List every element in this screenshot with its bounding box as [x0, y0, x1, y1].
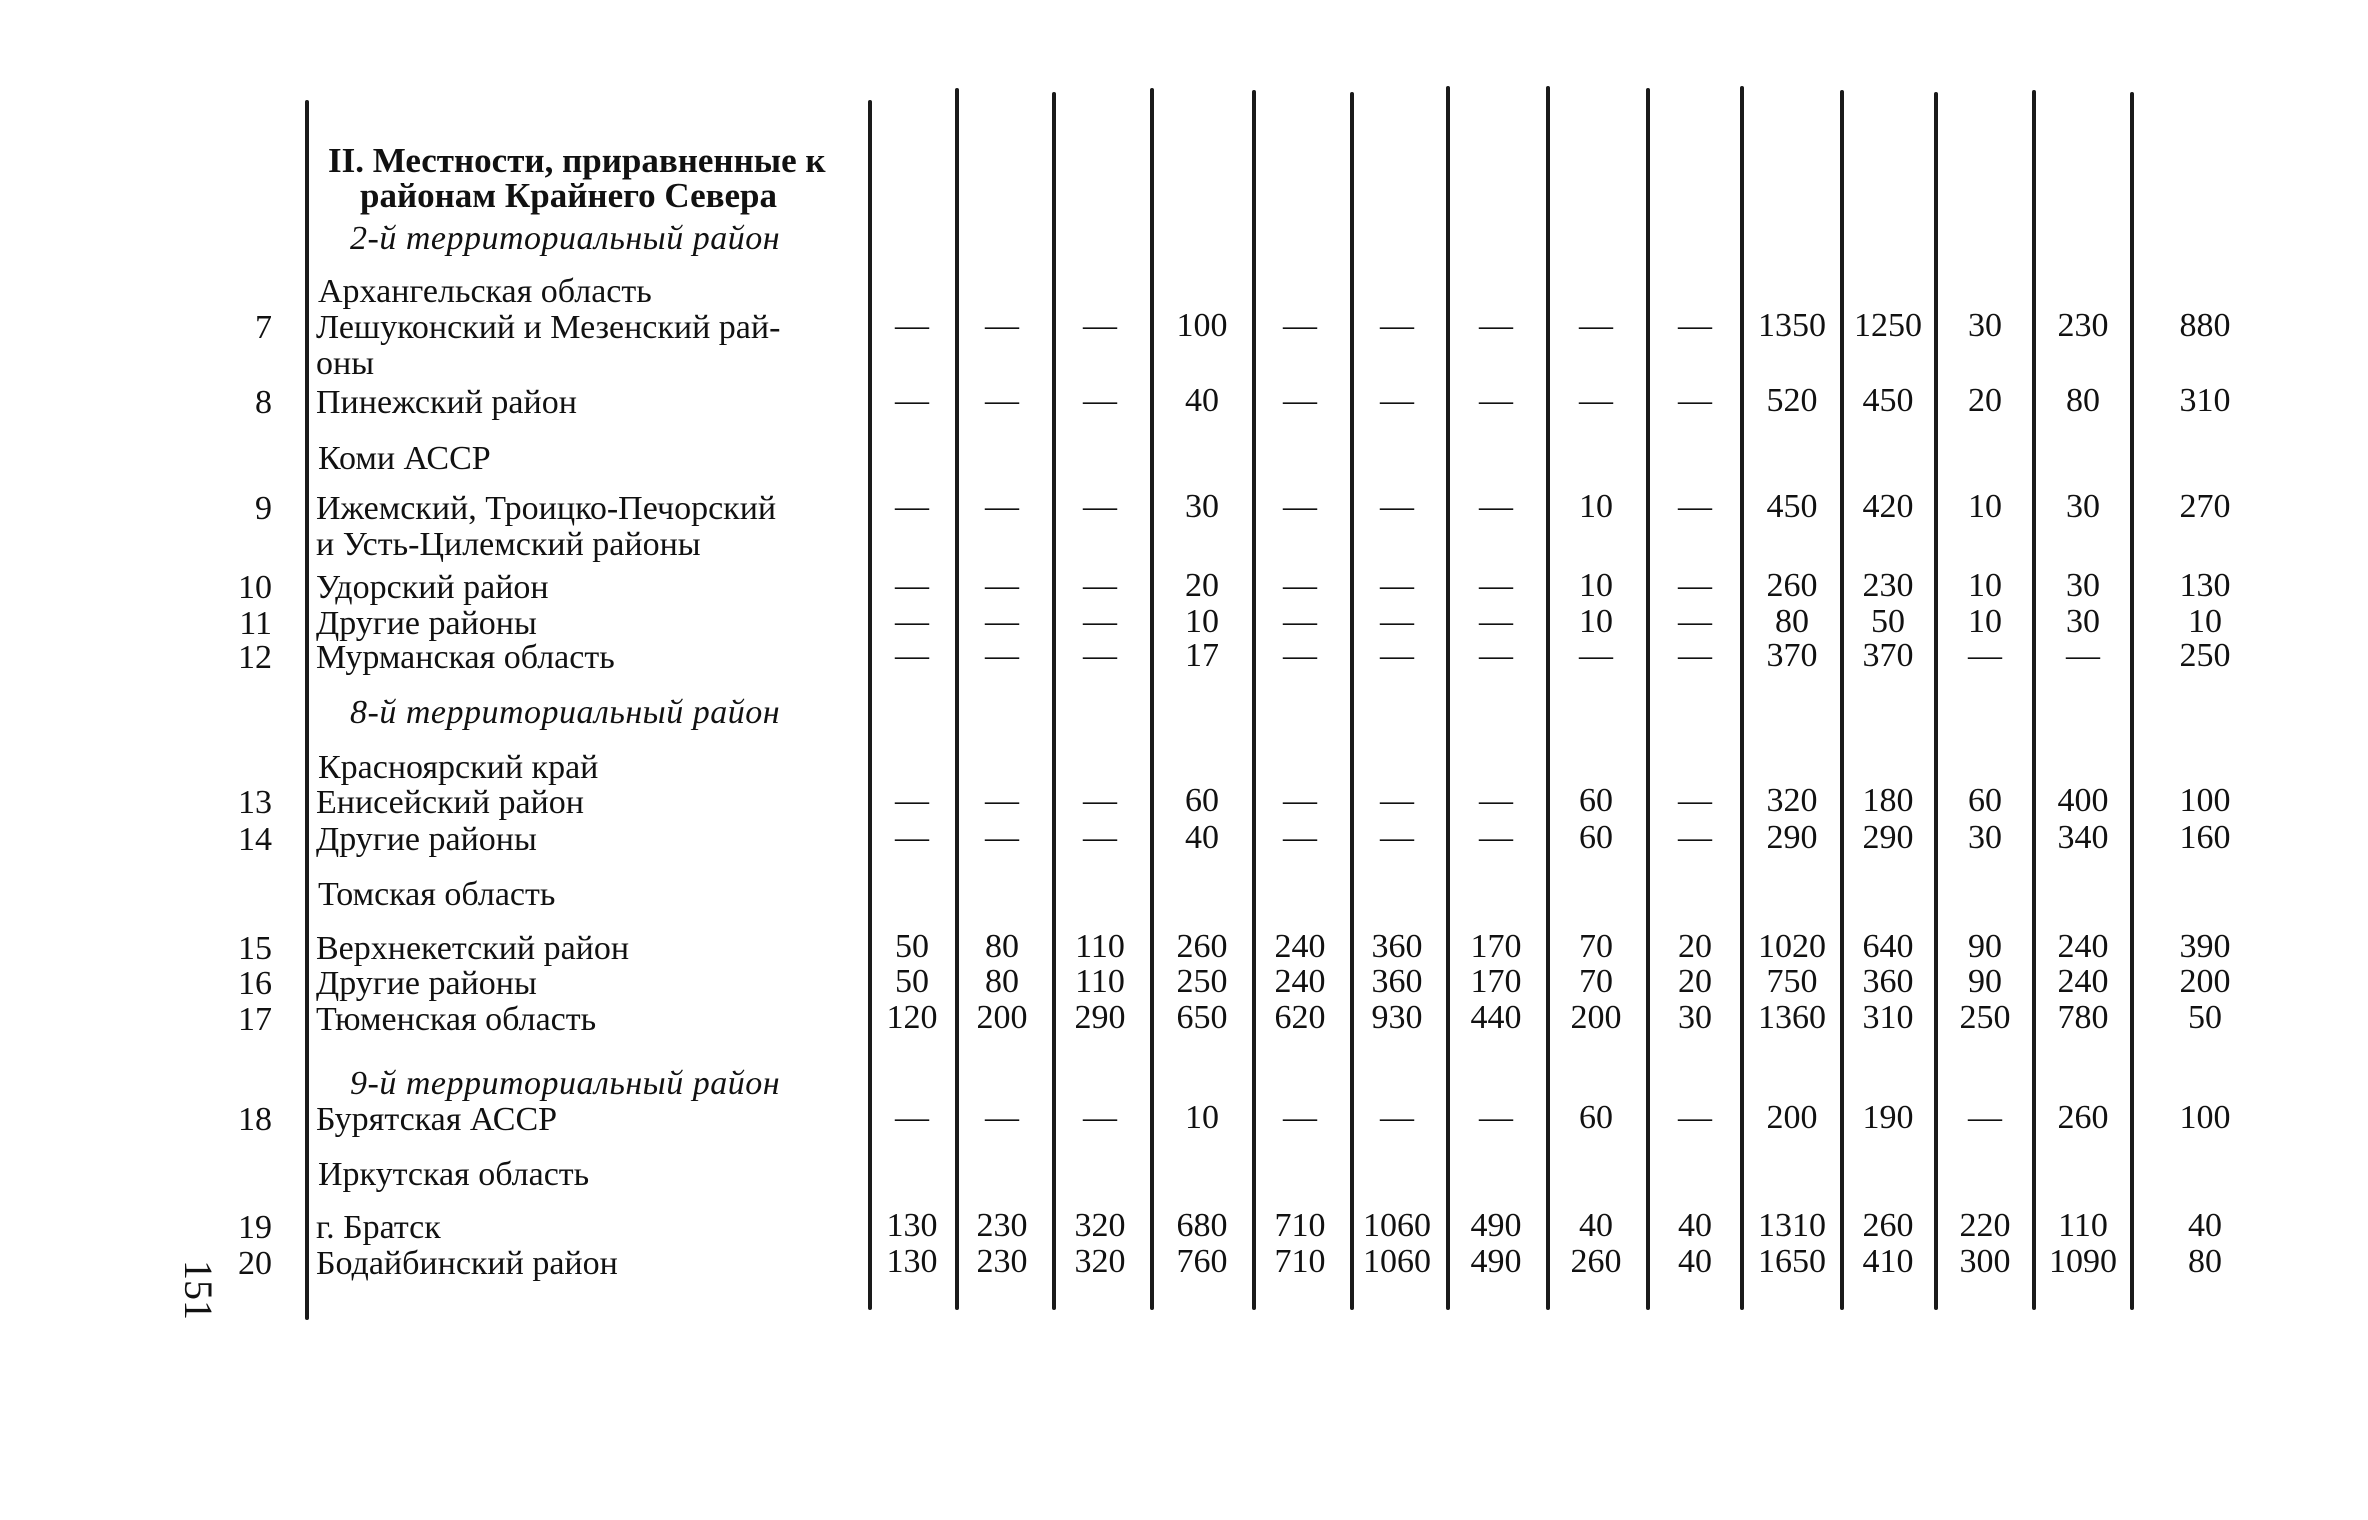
region-heading-text: Иркутская область [318, 1156, 590, 1193]
table-cell: 370 [1766, 637, 1818, 674]
column-rule [1934, 92, 1938, 1310]
table-cell: — [1380, 382, 1414, 419]
table-cell: 360 [1862, 963, 1914, 1000]
table-cell: 750 [1766, 963, 1818, 1000]
table-cell: 80 [985, 963, 1019, 1000]
table-cell: — [1479, 782, 1513, 819]
table-cell: 70 [1579, 928, 1613, 965]
table-cell: — [985, 782, 1019, 819]
table-cell: 1350 [1758, 307, 1826, 344]
table-cell: 200 [2179, 963, 2231, 1000]
table-cell: — [1083, 567, 1117, 604]
table-cell: 360 [1371, 963, 1423, 1000]
territory-subheading-text: 8-й территориальный район [350, 694, 781, 731]
table-cell: — [985, 567, 1019, 604]
table-cell: 260 [2057, 1099, 2109, 1136]
row-number: 16 [238, 965, 272, 1002]
table-cell: 260 [1862, 1207, 1914, 1244]
table-cell: 450 [1766, 488, 1818, 525]
table-cell: 20 [1678, 928, 1712, 965]
table-cell: 80 [2188, 1243, 2222, 1280]
table-cell: 710 [1274, 1243, 1326, 1280]
table-cell: 110 [2058, 1207, 2108, 1244]
table-cell: 20 [1968, 382, 2002, 419]
table-cell: 220 [1959, 1207, 2011, 1244]
row-number: 15 [238, 930, 272, 967]
row-name: Пинежский район [316, 384, 577, 421]
table-cell: 230 [1862, 567, 1914, 604]
table-cell: 130 [886, 1207, 938, 1244]
page-number: 151 [176, 1260, 221, 1320]
table-cell: — [1678, 603, 1712, 640]
table-cell: 110 [1075, 928, 1125, 965]
table-cell: — [1380, 307, 1414, 344]
row-name: оны [316, 345, 375, 382]
table-cell: 650 [1176, 999, 1228, 1036]
table-cell: 290 [1766, 819, 1818, 856]
territory-subheading-text: 9-й территориальный район [350, 1065, 781, 1102]
table-cell: 60 [1968, 782, 2002, 819]
row-number: 17 [238, 1001, 272, 1038]
table-cell: — [1283, 488, 1317, 525]
table-cell: 880 [2179, 307, 2231, 344]
table-cell: 10 [1968, 488, 2002, 525]
table-cell: 1250 [1854, 307, 1922, 344]
table-cell: 310 [1862, 999, 1914, 1036]
table-cell: — [895, 307, 929, 344]
table-cell: — [985, 307, 1019, 344]
table-cell: 250 [2179, 637, 2231, 674]
row-number: 8 [255, 384, 272, 421]
table-cell: — [1579, 382, 1613, 419]
region-heading-text: Коми АССР [318, 440, 491, 477]
table-cell: 200 [1570, 999, 1622, 1036]
table-cell: 620 [1274, 999, 1326, 1036]
table-cell: 170 [1470, 928, 1522, 965]
table-cell: 1060 [1363, 1207, 1431, 1244]
row-number: 14 [238, 821, 272, 858]
table-cell: — [1283, 603, 1317, 640]
table-cell: — [1283, 1099, 1317, 1136]
table-cell: 370 [1862, 637, 1914, 674]
table-cell: 30 [2066, 567, 2100, 604]
table-cell: 200 [1766, 1099, 1818, 1136]
table-cell: 290 [1074, 999, 1126, 1036]
table-cell: — [1678, 782, 1712, 819]
table-cell: — [1968, 1099, 2002, 1136]
table-cell: 320 [1766, 782, 1818, 819]
table-cell: 250 [1959, 999, 2011, 1036]
table-cell: — [1479, 819, 1513, 856]
table-cell: — [1678, 637, 1712, 674]
table-cell: 10 [1185, 603, 1219, 640]
table-cell: 110 [1075, 963, 1125, 1000]
table-cell: 50 [1871, 603, 1905, 640]
table-cell: — [1083, 488, 1117, 525]
table-cell: — [1283, 307, 1317, 344]
table-cell: — [1380, 488, 1414, 525]
table-cell: 190 [1862, 1099, 1914, 1136]
table-cell: 440 [1470, 999, 1522, 1036]
region-heading-text: Томская область [318, 876, 556, 913]
table-cell: 780 [2057, 999, 2109, 1036]
table-cell: — [1579, 637, 1613, 674]
table-cell: 230 [976, 1243, 1028, 1280]
table-cell: 410 [1862, 1243, 1914, 1280]
table-cell: — [985, 637, 1019, 674]
table-cell: — [1380, 1099, 1414, 1136]
table-cell: — [1678, 567, 1712, 604]
table-cell: 680 [1176, 1207, 1228, 1244]
table-cell: 760 [1176, 1243, 1228, 1280]
column-rule [1546, 86, 1550, 1310]
row-number: 13 [238, 784, 272, 821]
table-cell: 390 [2179, 928, 2231, 965]
table-cell: — [1283, 637, 1317, 674]
table-cell: 160 [2179, 819, 2231, 856]
table-cell: — [985, 1099, 1019, 1136]
table-cell: — [1083, 307, 1117, 344]
row-number: 12 [238, 639, 272, 676]
table-cell: — [1283, 382, 1317, 419]
table-cell: — [1283, 782, 1317, 819]
table-cell: — [1678, 307, 1712, 344]
table-cell: — [1479, 307, 1513, 344]
table-cell: 240 [1274, 963, 1326, 1000]
table-cell: 1060 [1363, 1243, 1431, 1280]
table-cell: 30 [1968, 819, 2002, 856]
table-cell: 100 [2179, 1099, 2231, 1136]
table-cell: 240 [1274, 928, 1326, 965]
table-cell: 60 [1579, 782, 1613, 819]
table-cell: 40 [1185, 819, 1219, 856]
table-cell: — [895, 1099, 929, 1136]
table-cell: — [1968, 637, 2002, 674]
column-rule [1150, 88, 1154, 1310]
table-cell: 490 [1470, 1243, 1522, 1280]
table-cell: 70 [1579, 963, 1613, 1000]
table-cell: — [1479, 567, 1513, 604]
table-cell: 290 [1862, 819, 1914, 856]
row-name: Тюменская область [316, 1001, 597, 1038]
table-cell: 90 [1968, 963, 2002, 1000]
table-cell: 1020 [1758, 928, 1826, 965]
table-cell: 640 [1862, 928, 1914, 965]
table-cell: — [1083, 819, 1117, 856]
table-cell: 60 [1185, 782, 1219, 819]
region-heading-text: Архангельская область [318, 273, 652, 310]
table-cell: 360 [1371, 928, 1423, 965]
row-name: г. Братск [316, 1209, 441, 1246]
table-cell: — [1678, 488, 1712, 525]
table-cell: — [1479, 603, 1513, 640]
table-cell: 20 [1678, 963, 1712, 1000]
table-cell: — [985, 603, 1019, 640]
table-cell: — [1380, 567, 1414, 604]
table-cell: 40 [1185, 382, 1219, 419]
table-cell: — [1579, 307, 1613, 344]
table-cell: — [1083, 382, 1117, 419]
table-cell: — [895, 382, 929, 419]
row-number: 19 [238, 1209, 272, 1246]
section-heading-line-2: районам Крайнего Севера [360, 176, 778, 215]
table-cell: 130 [886, 1243, 938, 1280]
table-cell: 20 [1185, 567, 1219, 604]
table-cell: — [1380, 782, 1414, 819]
table-cell: — [985, 819, 1019, 856]
row-number: 11 [239, 605, 272, 642]
column-rule [1740, 86, 1744, 1310]
table-cell: 420 [1862, 488, 1914, 525]
table-cell: — [1479, 488, 1513, 525]
row-name: Другие районы [316, 965, 537, 1002]
table-cell: 50 [895, 928, 929, 965]
table-cell: 400 [2057, 782, 2109, 819]
row-number: 18 [238, 1101, 272, 1138]
table-cell: 310 [2179, 382, 2231, 419]
table-cell: 10 [1579, 567, 1613, 604]
region-heading-text: Красноярский край [318, 749, 599, 786]
table-cell: — [895, 567, 929, 604]
table-cell: 270 [2179, 488, 2231, 525]
table-cell: 10 [2188, 603, 2222, 640]
table-cell: 50 [2188, 999, 2222, 1036]
table-cell: 30 [2066, 488, 2100, 525]
table-cell: 260 [1176, 928, 1228, 965]
left-border-rule [305, 100, 309, 1320]
table-cell: — [1678, 1099, 1712, 1136]
table-cell: 80 [2066, 382, 2100, 419]
table-cell: 10 [1185, 1099, 1219, 1136]
table-cell: — [985, 382, 1019, 419]
table-cell: 30 [1185, 488, 1219, 525]
table-cell: 40 [1579, 1207, 1613, 1244]
table-cell: 710 [1274, 1207, 1326, 1244]
table-cell: 40 [1678, 1207, 1712, 1244]
table-cell: 1090 [2049, 1243, 2117, 1280]
table-cell: 520 [1766, 382, 1818, 419]
table-cell: 10 [1579, 488, 1613, 525]
table-cell: — [895, 488, 929, 525]
row-name: Бурятская АССР [316, 1101, 558, 1138]
row-name: и Усть-Цилемский районы [316, 526, 701, 563]
row-name: Удорский район [316, 569, 549, 606]
table-cell: 320 [1074, 1207, 1126, 1244]
table-cell: 17 [1185, 637, 1219, 674]
table-cell: — [895, 603, 929, 640]
section-heading-line-1: II. Местности, приравненные к [328, 141, 826, 180]
table-cell: 80 [985, 928, 1019, 965]
table-cell: — [985, 488, 1019, 525]
table-cell: — [1479, 1099, 1513, 1136]
column-rule [1446, 86, 1450, 1310]
table-cell: 120 [886, 999, 938, 1036]
table-cell: 170 [1470, 963, 1522, 1000]
table-cell: 320 [1074, 1243, 1126, 1280]
table-cell: — [895, 819, 929, 856]
table-cell: 230 [976, 1207, 1028, 1244]
table-cell: — [2066, 637, 2100, 674]
row-number: 9 [255, 490, 272, 527]
column-rule [2130, 92, 2134, 1310]
table-cell: 30 [2066, 603, 2100, 640]
table-cell: — [1678, 819, 1712, 856]
row-name: Другие районы [316, 821, 537, 858]
table-cell: 130 [2179, 567, 2231, 604]
table-cell: — [1380, 637, 1414, 674]
row-name: Мурманская область [316, 639, 615, 676]
table-cell: 100 [2179, 782, 2231, 819]
table-cell: — [1083, 637, 1117, 674]
table-cell: 50 [895, 963, 929, 1000]
table-cell: — [1083, 1099, 1117, 1136]
table-cell: 250 [1176, 963, 1228, 1000]
table-cell: — [895, 782, 929, 819]
table-cell: 80 [1775, 603, 1809, 640]
table-cell: 30 [1968, 307, 2002, 344]
table-cell: — [1678, 382, 1712, 419]
table-cell: 1650 [1758, 1243, 1826, 1280]
table-cell: 100 [1176, 307, 1228, 344]
table-cell: 450 [1862, 382, 1914, 419]
row-number: 7 [255, 309, 272, 346]
row-name: Другие районы [316, 605, 537, 642]
table-cell: 260 [1766, 567, 1818, 604]
table-cell: 260 [1570, 1243, 1622, 1280]
table-cell: 40 [1678, 1243, 1712, 1280]
table-cell: 240 [2057, 928, 2109, 965]
table-cell: 30 [1678, 999, 1712, 1036]
table-cell: 1310 [1758, 1207, 1826, 1244]
table-cell: — [1083, 603, 1117, 640]
table-cell: — [1479, 637, 1513, 674]
table-cell: 60 [1579, 1099, 1613, 1136]
row-name: Енисейский район [316, 784, 584, 821]
table-cell: — [1283, 819, 1317, 856]
row-name: Бодайбинский район [316, 1245, 618, 1282]
table-cell: 40 [2188, 1207, 2222, 1244]
table-cell: — [1083, 782, 1117, 819]
row-name: Ижемский, Троицко-Печорский [316, 490, 777, 527]
territory-subheading-text: 2-й территориальный район [350, 220, 781, 257]
table-cell: 300 [1959, 1243, 2011, 1280]
table-cell: — [1283, 567, 1317, 604]
table-cell: 180 [1862, 782, 1914, 819]
table-cell: 10 [1968, 567, 2002, 604]
table-cell: 490 [1470, 1207, 1522, 1244]
table-cell: 340 [2057, 819, 2109, 856]
table-cell: — [1380, 819, 1414, 856]
table-cell: — [1380, 603, 1414, 640]
table-cell: 1360 [1758, 999, 1826, 1036]
row-number: 10 [238, 569, 272, 606]
table-cell: 10 [1579, 603, 1613, 640]
table-cell: 240 [2057, 963, 2109, 1000]
table-cell: 10 [1968, 603, 2002, 640]
table-cell: 60 [1579, 819, 1613, 856]
table-cell: 200 [976, 999, 1028, 1036]
table-cell: 930 [1371, 999, 1423, 1036]
row-name: Верхнекетский район [316, 930, 630, 967]
row-name: Лешуконский и Мезенский рай- [316, 309, 781, 346]
column-rule [2032, 90, 2036, 1310]
row-number: 20 [238, 1245, 272, 1282]
table-cell: — [1479, 382, 1513, 419]
table-cell: 90 [1968, 928, 2002, 965]
table-cell: 230 [2057, 307, 2109, 344]
table-cell: — [895, 637, 929, 674]
